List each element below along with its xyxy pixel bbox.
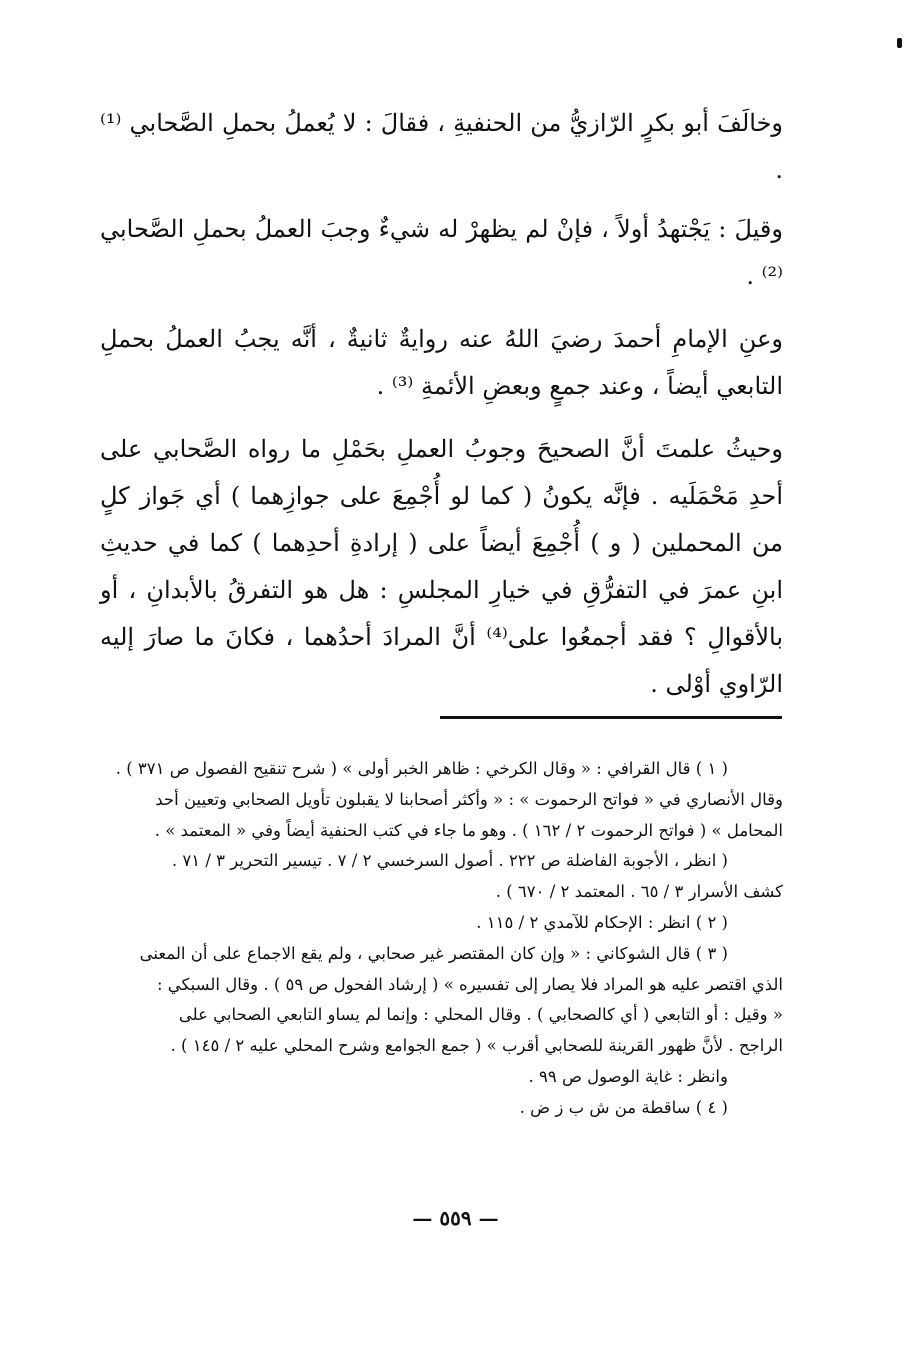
footnote-separator — [440, 716, 782, 719]
paragraph-1: وخالَفَ أبو بكرٍ الرّازيُّ من الحنفيةِ ، فقالَ : لا يُعملُ بحملِ الصَّحابي ⁽¹⁾ . — [100, 109, 783, 184]
footnote-line: ( ٢ ) انظر : الإحكام للآمدي ٢ / ١١٥ . — [476, 912, 728, 932]
paragraph-3: وعنِ الإمامِ أحمدَ رضيَ اللهُ عنه روايةٌ ثانيةٌ ، أنَّه يجبُ العملُ بحملِ التابعي أيضاً ، وعند جمعٍ وبعضِ الأئمةِ ⁽³⁾ . — [100, 325, 783, 400]
footnote-line: ( ٣ ) قال الشوكاني : « وإن كان المقتصر غير صحابي ، ولم يقع الاجماع على أن المعنى — [139, 943, 728, 963]
footnote-line: ( ١ ) قال القرافي : « وقال الكرخي : ظاهر الخبر أولى » ( شرح تنقيح الفصول ص ٣٧١ ) . — [115, 759, 728, 778]
footnote-line: كشف الأسرار ٣ / ٦٥ . المعتمد ٢ / ٦٧٠ ) . — [495, 882, 783, 902]
footnote-line: ( انظر ، الأجوبة الفاضلة ص ٢٢٢ . أصول السرخسي ٢ / ٧ . تيسير التحرير ٣ / ٧١ . — [171, 851, 728, 871]
footnote-line: وانظر : غاية الوصول ص ٩٩ . — [528, 1066, 728, 1086]
main-text — [100, 100, 783, 724]
footnote-line: الذي اقتصر عليه هو المراد فلا يصار إلى تفسيره » ( إرشاد الفحول ص ٥٩ ) . وقال السبكي : — [156, 974, 783, 994]
page-number: — ٥٥٩ — — [412, 1206, 499, 1230]
paragraph-2: وقيلَ : يَجْتهدُ أولاً ، فإنْ لم يظهرْ له شيءٌ وجبَ العملُ بحملِ الصَّحابي ⁽²⁾ . — [100, 215, 783, 290]
footnotes — [100, 754, 783, 1124]
footnote-line: « وقيل : أو التابعي ( أي كالصحابي ) . وقال المحلي : وإنما لم يساو التابعي الصحابي على — [178, 1005, 783, 1025]
scan-mark — [897, 38, 902, 48]
footnote-line: ( ٤ ) ساقطة من ش ب ز ض . — [519, 1097, 728, 1117]
footnote-line: الراجح . لأنَّ ظهور القرينة للصحابي أقرب » ( جمع الجوامع وشرح المحلي عليه ٢ / ١٤٥ ) . — [170, 1036, 783, 1056]
footnote-line: وقال الأنصاري في « فواتح الرحموت » : « وأكثر أصحابنا لا يقبلون تأويل الصحابي وتعيين أحد — [155, 789, 783, 809]
footnote-line: المحامل » ( فواتح الرحموت ٢ / ١٦٢ ) . وهو ما جاء في كتب الحنفية أيضاً وفي « المعتمد » . — [154, 820, 783, 840]
paragraph-4: وحيثُ علمتَ أنَّ الصحيحَ وجوبُ العملِ بحَمْلِ ما رواه الصَّحابي على أحدِ مَحْمَلَيه . فإنَّه يكونُ ( كما لو أُجْمِعَ على جوازِهما ) أي جَواز كلٍ من المحملين ( و ) أُجْمِعَ أيضاً على ( إرادةِ أحدِهما ) كما في حديثِ ابنِ عمرَ في التفرُّقِ في خيارِ المجلسِ : هل هو التفرقُ بالأبدانِ ، أو بالأقوالِ ؟ فقد أجمعُوا على⁽⁴⁾ أنَّ المرادَ أحدُهما ، فكانَ ما صارَ إليه الرّاوي أوْلى . — [100, 435, 784, 698]
